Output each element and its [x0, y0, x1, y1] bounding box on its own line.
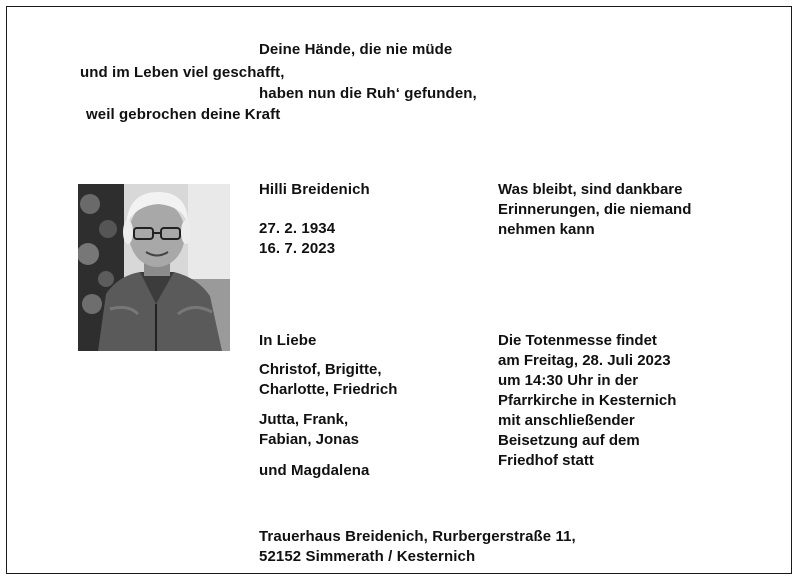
family-line: Christof, Brigitte,: [259, 361, 382, 378]
family-group-1: [259, 360, 397, 400]
family-line: Charlotte, Friedrich: [259, 381, 398, 398]
family-group-2: [259, 410, 359, 450]
quote-line: Was bleibt, sind dankbare: [498, 181, 683, 198]
death-date: 16. 7. 2023: [259, 240, 336, 257]
mass-line: Friedhof statt: [498, 452, 594, 469]
family-intro: In Liebe: [259, 332, 317, 349]
portrait-photo: [78, 184, 230, 351]
mass-line: mit anschließender: [498, 412, 635, 429]
quote-line: nehmen kann: [498, 221, 595, 238]
poem-line-2: und im Leben viel geschafft,: [80, 64, 285, 81]
address-line-1: Trauerhaus Breidenich, Rurbergerstraße 11,: [259, 528, 576, 545]
family-line: Fabian, Jonas: [259, 431, 360, 448]
portrait-image: [78, 184, 230, 351]
birth-date: 27. 2. 1934: [259, 220, 336, 237]
quote-line: Erinnerungen, die niemand: [498, 201, 692, 218]
family-line: Jutta, Frank,: [259, 411, 349, 428]
poem-line-4: weil gebrochen deine Kraft: [86, 106, 281, 123]
poem-line-3: haben nun die Ruh‘ gefunden,: [259, 85, 477, 102]
mass-info-block: [498, 331, 676, 471]
mass-line: Die Totenmesse findet: [498, 332, 657, 349]
mass-line: am Freitag, 28. Juli 2023: [498, 352, 671, 369]
quote-block: [498, 180, 691, 240]
mass-line: Pfarrkirche in Kesternich: [498, 392, 677, 409]
family-group-3: und Magdalena: [259, 462, 370, 479]
address-line-2: 52152 Simmerath / Kesternich: [259, 548, 476, 565]
mass-line: um 14:30 Uhr in der: [498, 372, 639, 389]
poem-line-1: Deine Hände, die nie müde: [259, 41, 453, 58]
mass-line: Beisetzung auf dem: [498, 432, 640, 449]
deceased-name: Hilli Breidenich: [259, 181, 370, 198]
